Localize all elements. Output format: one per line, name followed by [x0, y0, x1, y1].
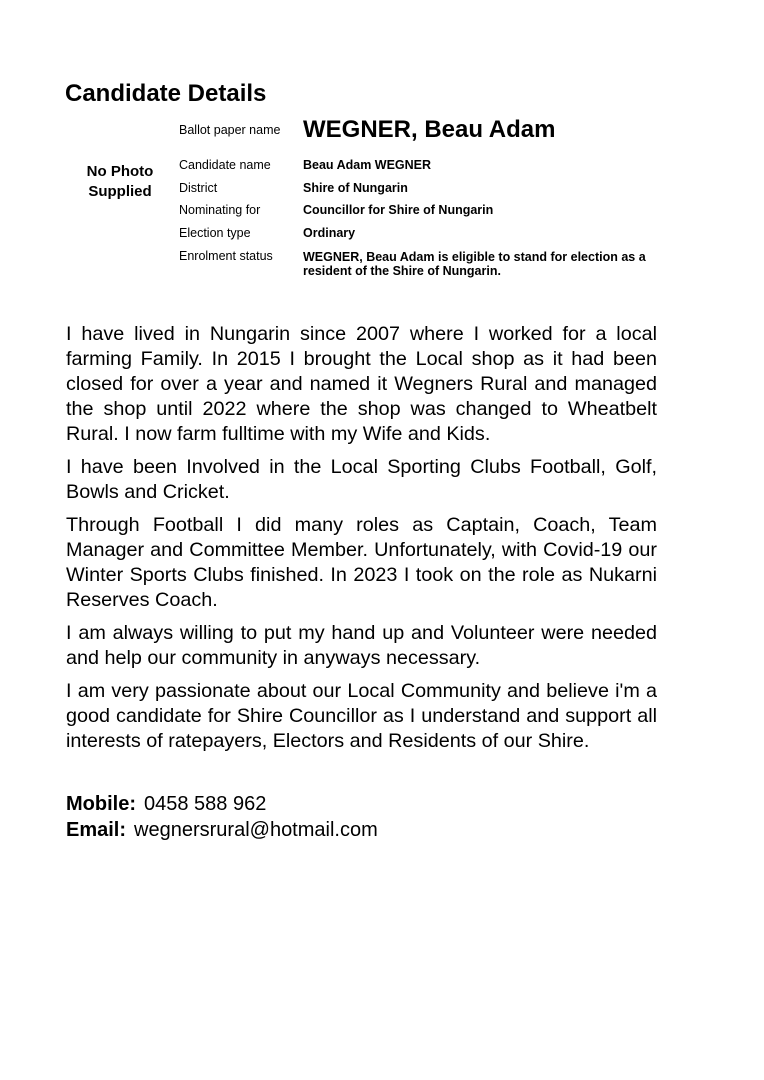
ballot-name-value: WEGNER, Beau Adam — [303, 116, 556, 143]
statement-paragraph: I am very passionate about our Local Community and believe i'm a good candidate for Shire Councillor as I understand and support all interests of ratepayers, Electors and Residents of our Shire. — [66, 680, 657, 752]
statement-paragraph: I have been Involved in the Local Sporting Clubs Football, Golf, Bowls and Cricket. — [66, 456, 657, 503]
photo-placeholder — [70, 162, 170, 202]
email-label: Email: — [66, 819, 127, 841]
photo-placeholder-line2: Supplied — [88, 183, 152, 200]
election-type-label: Election type — [179, 226, 251, 240]
statement-paragraph: I am always willing to put my hand up and Volunteer were needed and help our community in anyways necessary. — [66, 622, 657, 669]
ballot-name-label: Ballot paper name — [179, 123, 281, 137]
mobile-label: Mobile: — [66, 793, 136, 815]
candidate-name-value: Beau Adam WEGNER — [303, 158, 432, 172]
district-value: Shire of Nungarin — [303, 181, 408, 195]
nominating-value: Councillor for Shire of Nungarin — [303, 203, 494, 217]
photo-placeholder-line1: No Photo — [86, 163, 154, 180]
district-label: District — [179, 181, 218, 195]
election-type-value: Ordinary — [303, 226, 356, 240]
enrolment-status-value: WEGNER, Beau Adam is eligible to stand for election as a resident of the Shire of Nungarin. — [303, 250, 646, 278]
email-value: wegnersrural@hotmail.com — [134, 819, 378, 841]
enrolment-status-label: Enrolment status — [179, 249, 273, 263]
statement-paragraph: I have lived in Nungarin since 2007 where I worked for a local farming Family. In 2015 I brought the Local shop as it had been closed for over a year and named it Wegners Rural and managed the shop until 2022 where the shop was changed to Wheatbelt Rural. I now farm fulltime with my Wife and Kids. — [66, 323, 657, 445]
nominating-label: Nominating for — [179, 203, 261, 217]
statement-paragraph: Through Football I did many roles as Captain, Coach, Team Manager and Committee Member. Unfortunately, with Covid-19 our Winter Sports Clubs finished. In 2023 I took on the role as Nukarni Reserves Coach. — [66, 514, 657, 611]
mobile-value: 0458 588 962 — [144, 793, 267, 815]
candidate-name-label: Candidate name — [179, 158, 271, 172]
email-row — [66, 819, 378, 842]
mobile-row — [66, 793, 266, 816]
page-title: Candidate Details — [65, 80, 267, 107]
candidate-statement — [66, 322, 657, 762]
